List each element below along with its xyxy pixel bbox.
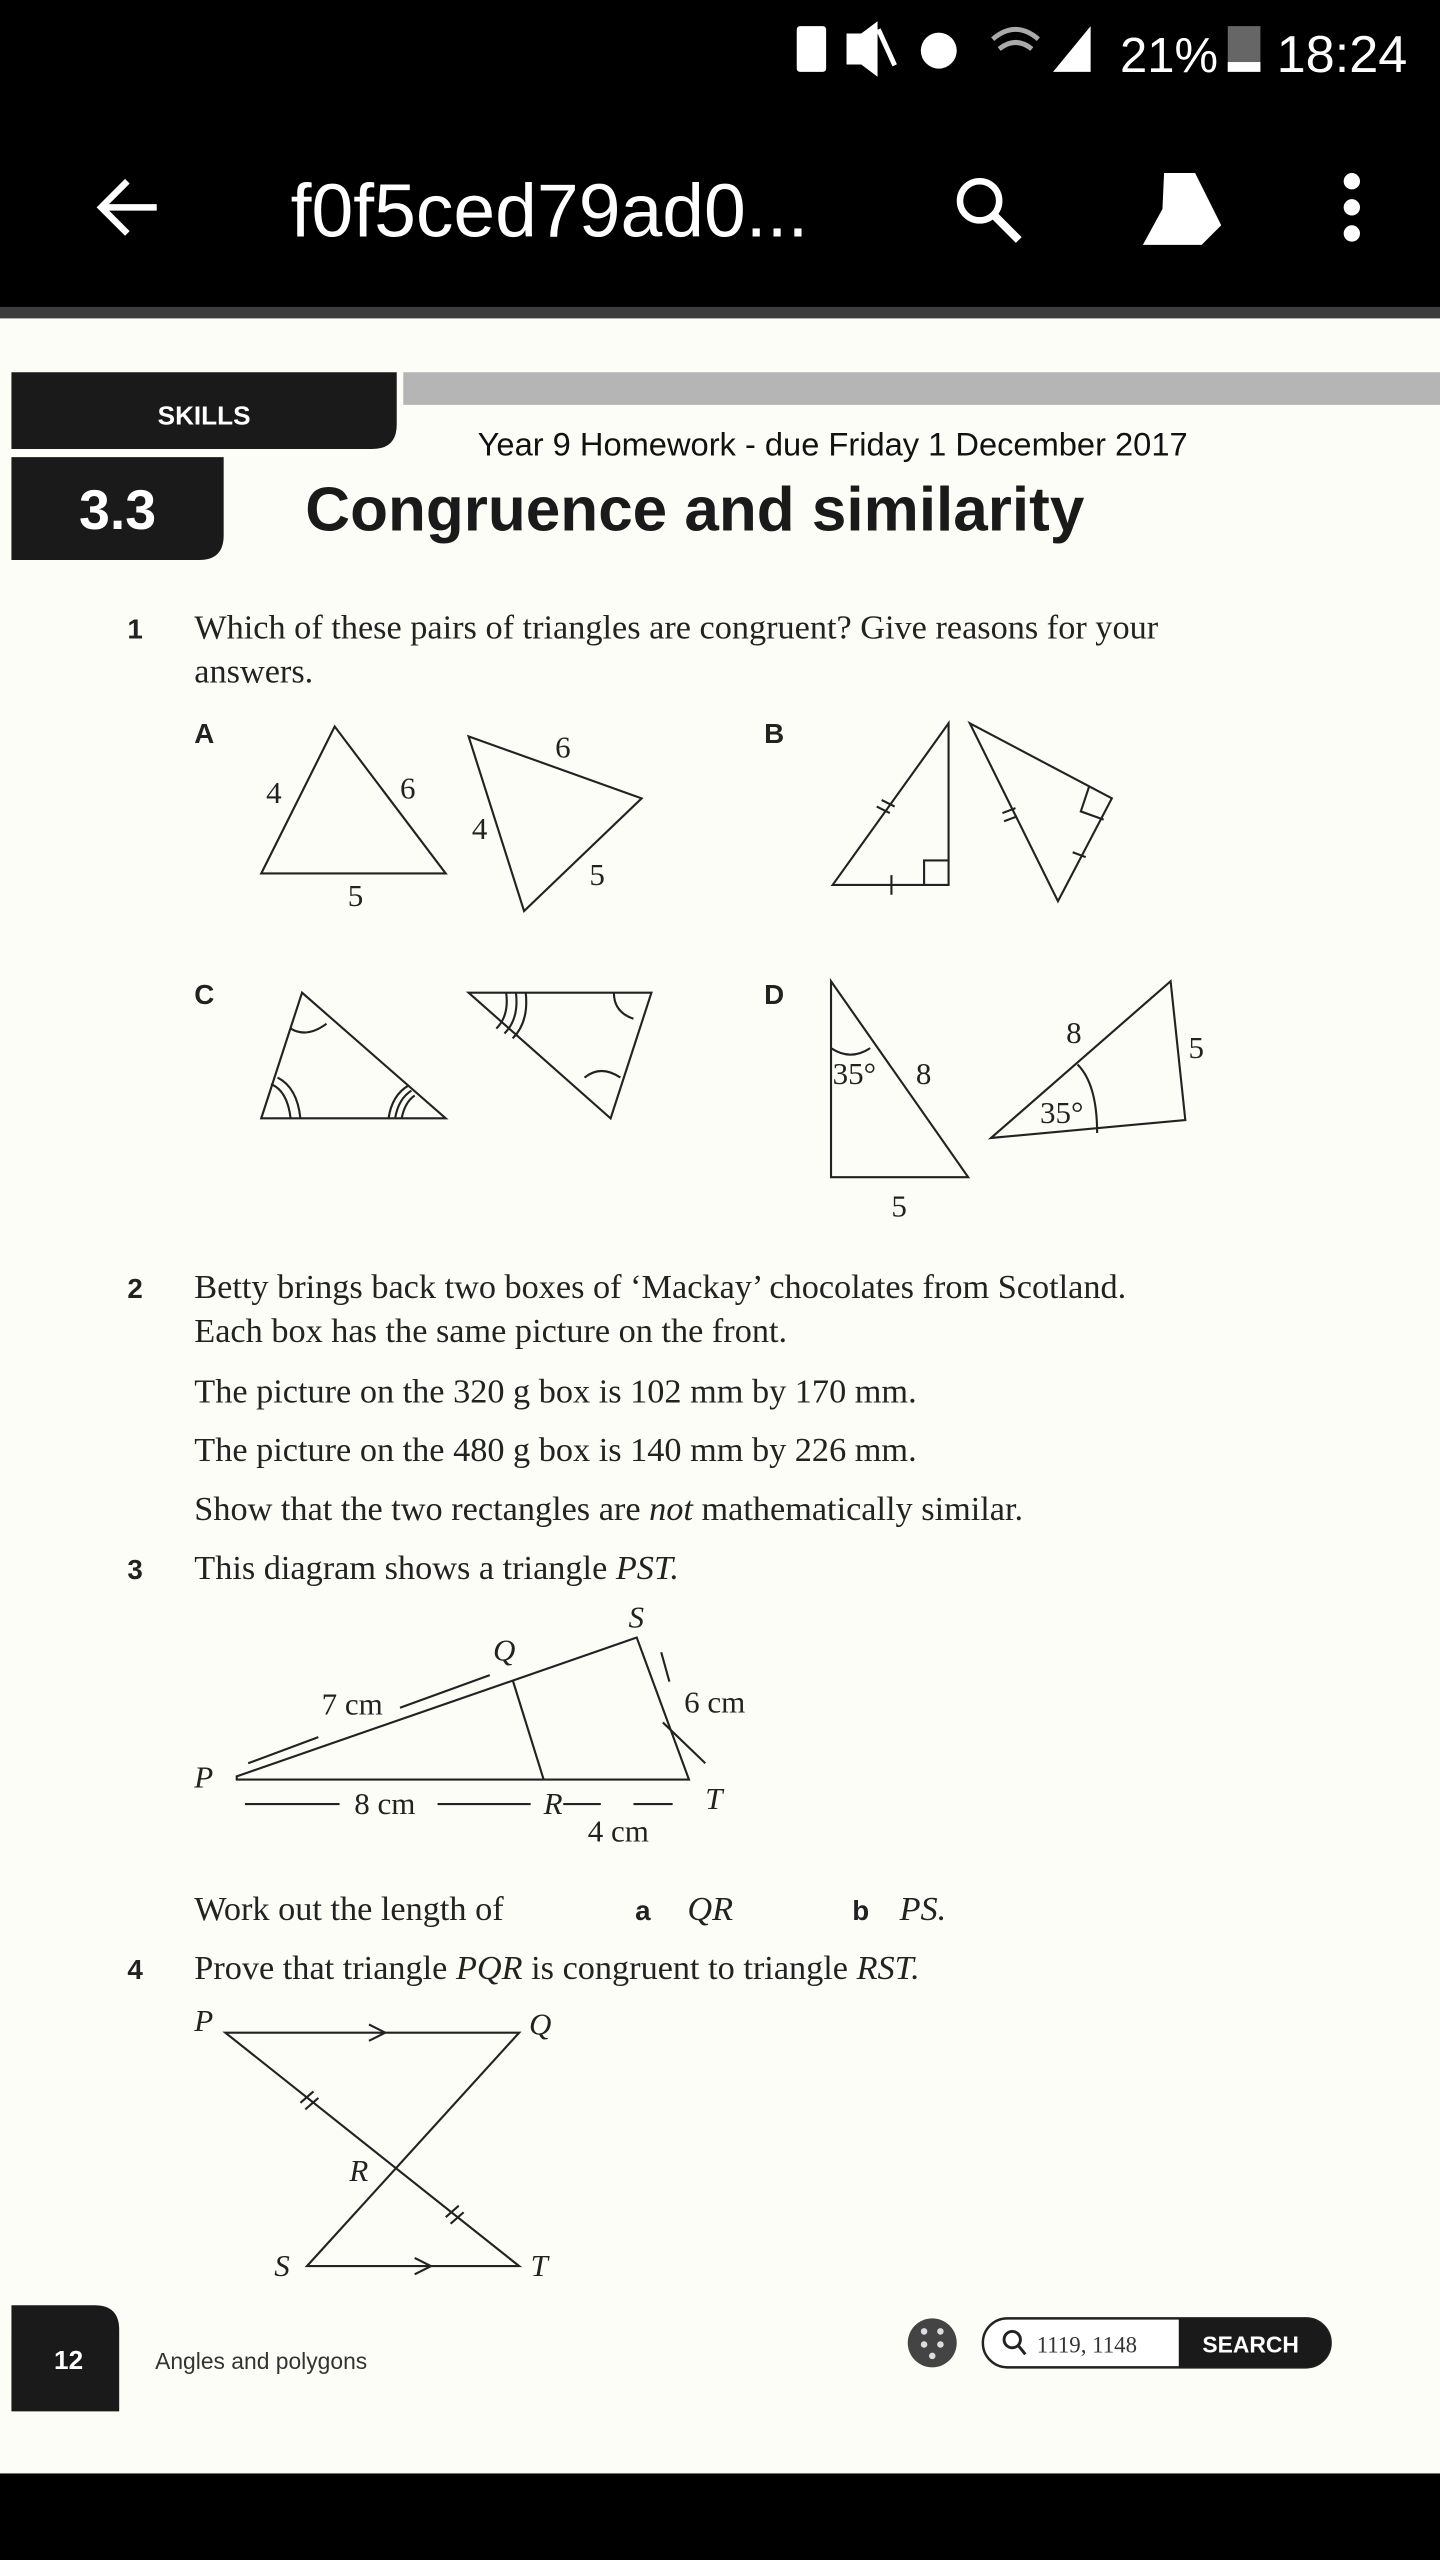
vertex-label: P <box>194 2003 214 2039</box>
length-label: 8 cm <box>354 1785 416 1821</box>
length-label: 7 cm <box>321 1686 383 1722</box>
vertex-label: T <box>530 2247 548 2283</box>
document-title: f0f5ced79ad0... <box>290 168 809 253</box>
side-label: 5 <box>1188 1029 1205 1065</box>
question-number: 3 <box>127 1553 143 1585</box>
part-label-b: B <box>764 717 785 749</box>
vertex-label: R <box>543 1785 563 1821</box>
question-text: Each box has the same picture on the front. <box>194 1312 788 1351</box>
search-input[interactable]: 1119, 1148 <box>1036 2332 1138 2358</box>
emphasis: PQR <box>455 1948 523 1987</box>
text-part: is congruent to triangle <box>522 1948 857 1987</box>
side-label: 6 <box>555 729 571 765</box>
text-part: Show that the two rectangles are <box>194 1489 650 1528</box>
question-number: 2 <box>127 1272 143 1304</box>
part-label: b <box>852 1895 870 1926</box>
side-label: 4 <box>471 811 488 847</box>
part-text: QR <box>687 1890 734 1928</box>
vertex-label: R <box>349 2153 369 2189</box>
section-number: 3.3 <box>78 478 157 541</box>
clock: 18:24 <box>1276 25 1408 84</box>
question-number: 1 <box>127 613 143 645</box>
part-text: PS. <box>899 1890 947 1928</box>
battery-percent: 21% <box>1119 28 1219 83</box>
question-text: Work out the length of <box>194 1890 504 1928</box>
question-text: The picture on the 480 g box is 140 mm by 226 mm. <box>194 1431 917 1470</box>
part-label-c: C <box>194 979 215 1011</box>
side-label: 8 <box>915 1056 932 1092</box>
search-box[interactable] <box>983 2318 1331 2367</box>
alarm-icon <box>921 33 957 69</box>
section-title: Congruence and similarity <box>305 475 1085 545</box>
storage-icon <box>797 26 826 72</box>
bottom-bar <box>0 2473 1440 2560</box>
side-label: 5 <box>891 1188 907 1224</box>
vertex-label: P <box>194 1759 214 1795</box>
side-label: 8 <box>1066 1015 1082 1051</box>
emphasis: RST. <box>856 1948 920 1987</box>
question-text: answers. <box>194 652 314 691</box>
part-label-a: A <box>194 717 215 749</box>
page-number: 12 <box>54 2344 84 2375</box>
vertex-label: Q <box>493 1632 516 1668</box>
question-text: Betty brings back two boxes of ‘Mackay’ chocolates from Scotland. <box>194 1267 1127 1306</box>
side-label: 5 <box>589 856 605 892</box>
question-text: The picture on the 320 g box is 102 mm by 170 mm. <box>194 1372 917 1411</box>
question-text <box>194 1949 919 1987</box>
vertex-label: Q <box>528 2006 552 2042</box>
status-bar-bg <box>0 0 1440 307</box>
length-label: 6 cm <box>684 1684 746 1720</box>
part-label-d: D <box>764 979 785 1011</box>
question-number: 4 <box>127 1953 143 1985</box>
emphasis: not <box>649 1489 693 1528</box>
part-label: a <box>635 1895 651 1926</box>
text-part: mathematically similar. <box>692 1489 1024 1528</box>
side-label: 6 <box>399 770 416 806</box>
angle-label: 35° <box>1039 1095 1084 1131</box>
homework-note: Year 9 Homework - due Friday 1 December 2017 <box>477 425 1188 463</box>
angle-label: 35° <box>832 1056 877 1092</box>
side-label: 4 <box>266 775 282 811</box>
keypad-icon[interactable] <box>908 2318 957 2367</box>
length-label: 4 cm <box>587 1813 649 1849</box>
more-vert-icon[interactable] <box>1344 173 1360 242</box>
vertex-label: S <box>628 1599 645 1635</box>
skills-label: SKILLS <box>157 400 251 431</box>
vertex-label: S <box>274 2247 290 2283</box>
chapter-name: Angles and polygons <box>155 2347 368 2374</box>
text-part: Prove that triangle <box>194 1948 456 1987</box>
question-text <box>194 1490 1023 1528</box>
text-part: This diagram shows a triangle <box>194 1548 616 1587</box>
question-text: Which of these pairs of triangles are congruent? Give reasons for your <box>194 608 1159 647</box>
search-button-label[interactable]: SEARCH <box>1202 2331 1299 2358</box>
emphasis: PST. <box>615 1548 680 1587</box>
app-bar-divider <box>0 307 1440 318</box>
question-text <box>194 1549 679 1587</box>
side-label: 5 <box>347 878 364 914</box>
vertex-label: T <box>705 1780 723 1816</box>
battery-level <box>1228 62 1261 72</box>
status-bar <box>0 0 1440 307</box>
header-bar <box>403 372 1440 405</box>
